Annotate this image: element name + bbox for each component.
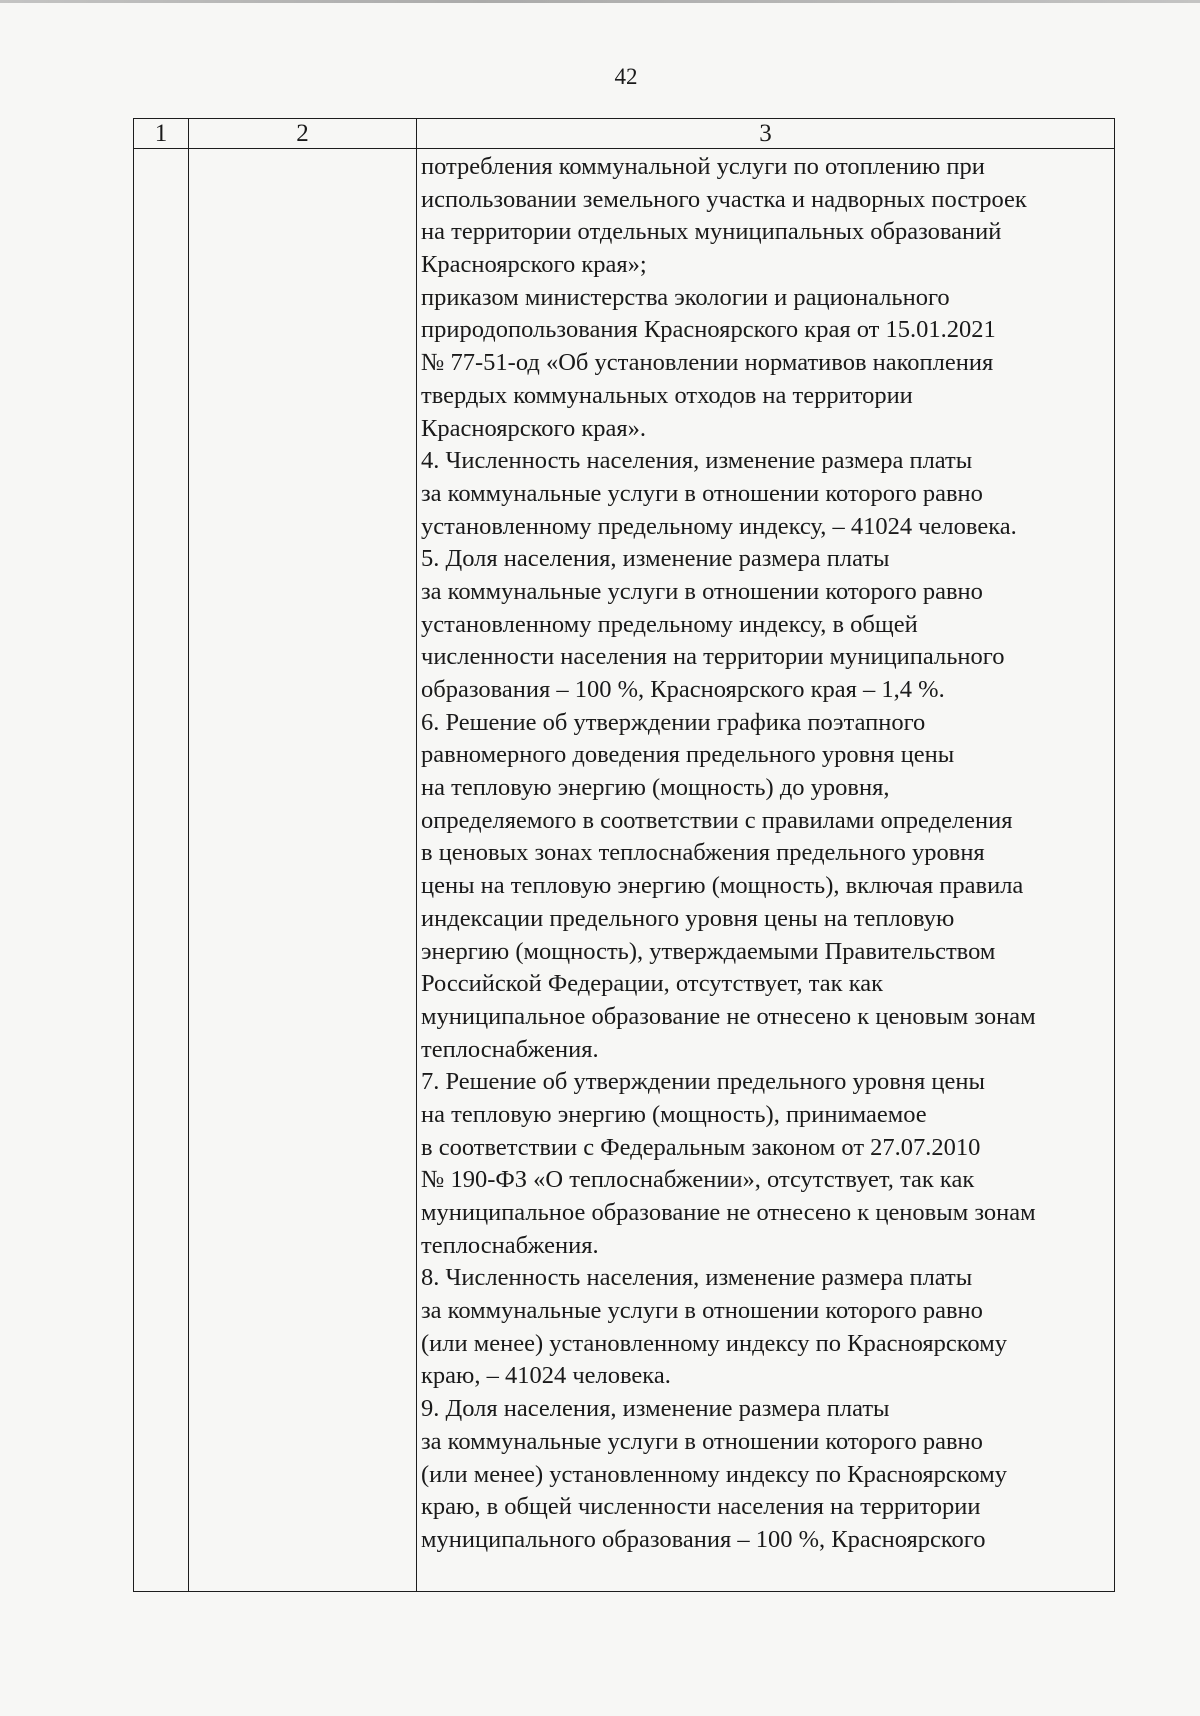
- table-header-row: [134, 119, 1115, 149]
- text-line: за коммунальные услуги в отношении которого равно: [421, 577, 983, 605]
- header-col-2: 2: [189, 119, 417, 149]
- text-line: (или менее) установленному индексу по Красноярскому: [421, 1460, 1007, 1488]
- text-line: 7. Решение об утверждении предельного уровня цены: [421, 1068, 985, 1096]
- text-line: на территории отдельных муниципальных образований: [421, 218, 1002, 246]
- text-line: 5. Доля населения, изменение размера платы: [421, 545, 890, 573]
- text-line: численности населения на территории муниципального: [421, 643, 1005, 671]
- header-col-1: 1: [134, 119, 189, 149]
- text-line: равномерного доведения предельного уровня цены: [421, 741, 955, 769]
- text-line: муниципального образования – 100 %, Красноярского: [421, 1525, 986, 1553]
- text-line: определяемого в соответствии с правилами определения: [421, 806, 1013, 834]
- text-line: индексации предельного уровня цены на тепловую: [421, 904, 955, 932]
- text-line: образования – 100 %, Красноярского края – 1,4 %.: [421, 676, 945, 703]
- text-line: за коммунальные услуги в отношении которого равно: [421, 1297, 983, 1325]
- text-line: муниципальное образование не отнесено к ценовым зонам: [421, 1002, 1036, 1030]
- text-line: использовании земельного участка и надворных построек: [421, 185, 1027, 213]
- scan-top-edge: [0, 0, 1200, 3]
- text-line: за коммунальные услуги в отношении которого равно: [421, 479, 983, 507]
- text-line: приказом министерства экологии и рационального: [421, 283, 950, 311]
- text-line: № 190-ФЗ «О теплоснабжении», отсутствует, так как: [421, 1166, 975, 1194]
- column-3-text: [421, 151, 1114, 1557]
- text-line: установленному предельному индексу, в общей: [421, 610, 918, 638]
- text-line: за коммунальные услуги в отношении которого равно: [421, 1427, 983, 1455]
- text-line: в ценовых зонах теплоснабжения предельного уровня: [421, 839, 985, 867]
- text-line: 9. Доля населения, изменение размера платы: [421, 1395, 890, 1423]
- table-row: [134, 149, 1115, 1592]
- text-line: Красноярского края».: [421, 414, 647, 442]
- text-line: теплоснабжения.: [421, 1231, 599, 1259]
- text-line: установленному предельному индексу, – 41024 человека.: [421, 512, 1017, 540]
- text-line: цены на тепловую энергию (мощность), включая правила: [421, 872, 1024, 900]
- text-line: природопользования Красноярского края от 15.01.2021: [421, 316, 996, 344]
- text-line: энергию (мощность), утверждаемыми Правительством: [421, 937, 996, 965]
- text-line: на тепловую энергию (мощность), принимаемое: [421, 1100, 927, 1128]
- text-line: муниципальное образование не отнесено к ценовым зонам: [421, 1199, 1036, 1226]
- page-number: 42: [614, 64, 638, 89]
- text-line: теплоснабжения.: [421, 1035, 599, 1063]
- text-line: (или менее) установленному индексу по Красноярскому: [421, 1329, 1007, 1357]
- text-line: 4. Численность населения, изменение размера платы: [421, 447, 973, 475]
- cell-col-3: [417, 149, 1115, 1592]
- text-line: краю, в общей численности населения на территории: [421, 1493, 981, 1521]
- text-line: 8. Численность населения, изменение размера платы: [421, 1264, 973, 1292]
- document-table: [133, 118, 1115, 1592]
- header-col-3: 3: [417, 119, 1115, 149]
- text-line: Красноярского края»;: [421, 251, 647, 279]
- text-line: в соответствии с Федеральным законом от 27.07.2010: [421, 1133, 981, 1161]
- text-line: потребления коммунальной услуги по отоплению при: [421, 153, 985, 180]
- text-line: Российской Федерации, отсутствует, так как: [421, 970, 884, 998]
- text-line: на тепловую энергию (мощность) до уровня,: [421, 774, 890, 802]
- cell-col-2: [189, 149, 417, 1592]
- text-line: твердых коммунальных отходов на территории: [421, 381, 913, 409]
- text-line: краю, – 41024 человека.: [421, 1362, 671, 1390]
- cell-col-1: [134, 149, 189, 1592]
- text-line: 6. Решение об утверждении графика поэтапного: [421, 708, 926, 736]
- text-line: № 77-51-од «Об установлении нормативов накопления: [421, 349, 994, 377]
